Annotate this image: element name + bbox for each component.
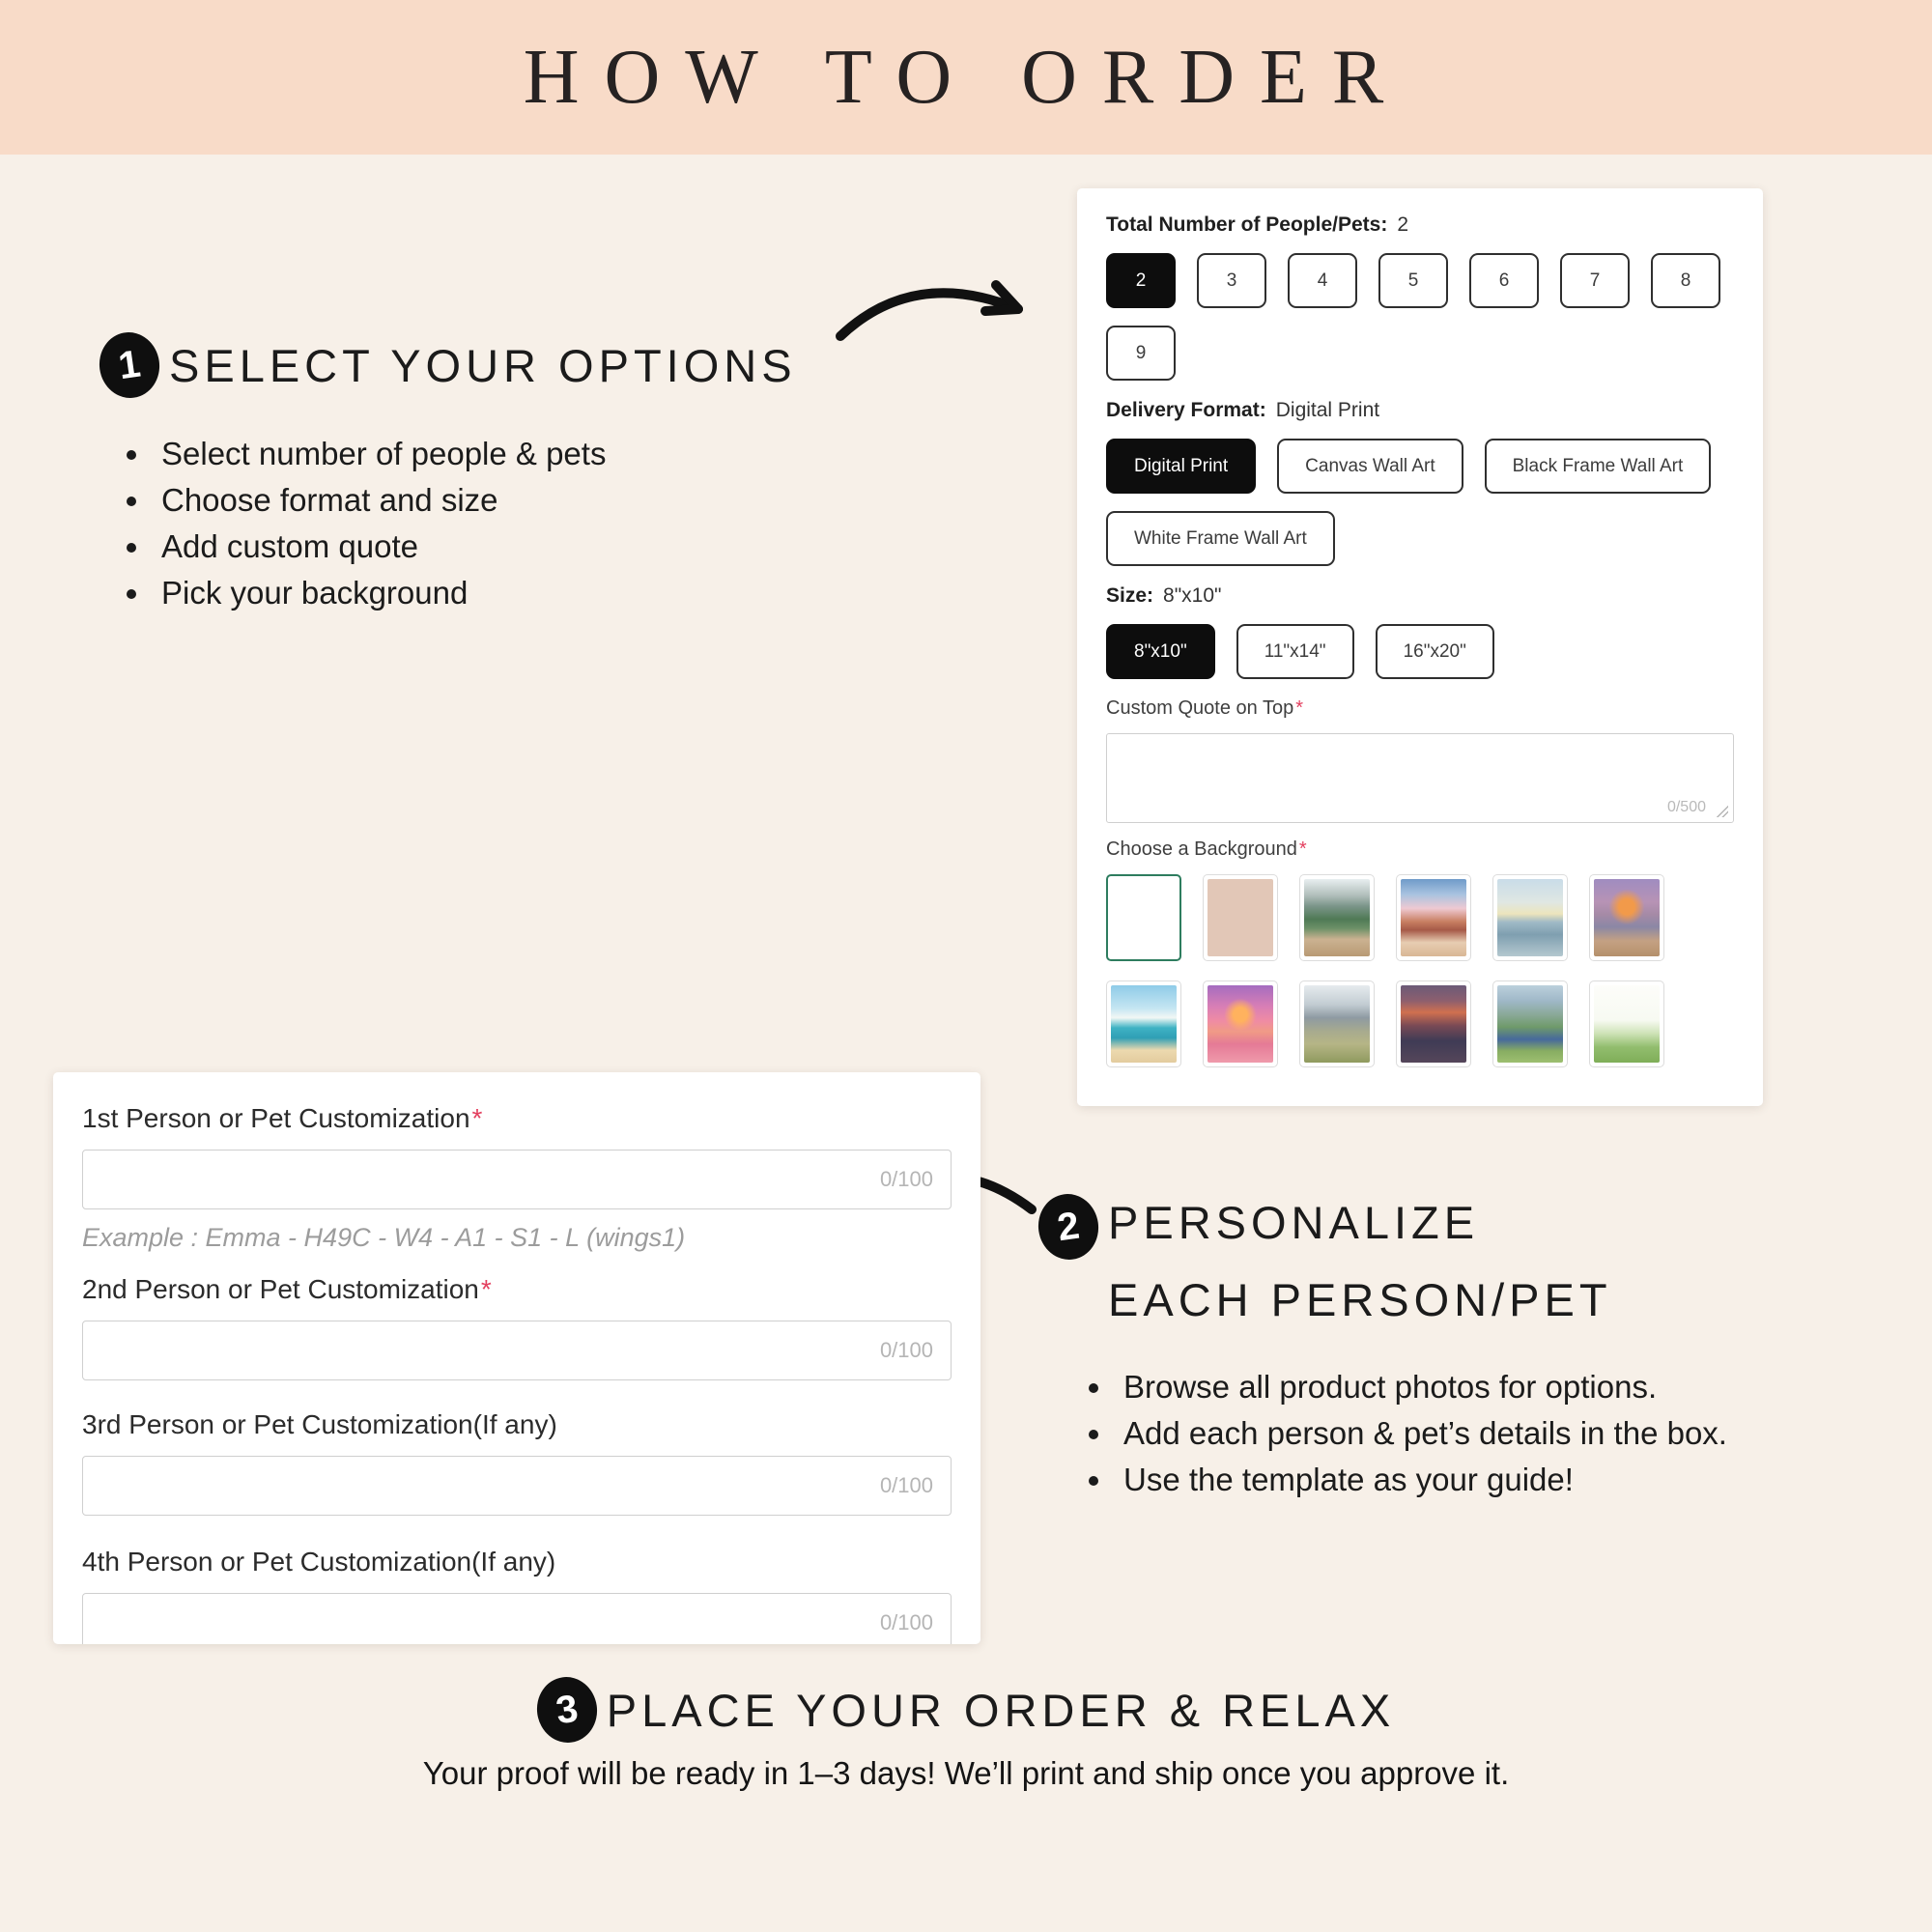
dark-sunset-mountains-thumbnail: [1401, 985, 1466, 1063]
step2-title-line2: EACH PERSON/PET: [1108, 1274, 1612, 1325]
people-count-value: 2: [1397, 213, 1409, 236]
person-2-input[interactable]: [82, 1321, 952, 1380]
step2-title: [1108, 1184, 1612, 1339]
page-title: HOW TO ORDER: [523, 34, 1409, 120]
delivery-format-value: Digital Print: [1275, 399, 1380, 421]
size-option-8x10[interactable]: 8"x10": [1106, 624, 1215, 679]
custom-quote-textarea[interactable]: [1106, 733, 1734, 823]
people-count-option-3[interactable]: 3: [1197, 253, 1266, 308]
people-count-option-9[interactable]: 9: [1106, 326, 1176, 381]
background-option-autumn-mountain-sky[interactable]: [1396, 874, 1471, 961]
blank-white-thumbnail: [1112, 880, 1176, 955]
step3-title: PLACE YOUR ORDER & RELAX: [606, 1684, 1396, 1736]
camping-tent-lake-thumbnail: [1497, 985, 1563, 1063]
person-4-input[interactable]: [82, 1593, 952, 1644]
background-option-garden-trees[interactable]: [1589, 980, 1664, 1067]
person-4-char-counter: 0/100: [879, 1610, 933, 1634]
step1-bullet: Select number of people & pets: [127, 431, 797, 477]
step2-number: 2: [1054, 1204, 1083, 1249]
autumn-mountain-sky-thumbnail: [1401, 879, 1466, 956]
background-option-forest-path[interactable]: [1299, 874, 1375, 961]
personalization-panel: [53, 1072, 980, 1644]
step2-bullet-list: [1038, 1364, 1727, 1503]
header-band: [0, 0, 1932, 155]
step3-section: [0, 1677, 1932, 1793]
pink-sunset-sea-thumbnail: [1208, 985, 1273, 1063]
step3-subtitle: Your proof will be ready in 1–3 days! We’ll print and ship once you approve it.: [422, 1755, 1510, 1791]
arrow-step1-to-options-panel: [829, 263, 1051, 359]
step2-section: [1038, 1184, 1727, 1503]
background-option-blank-white[interactable]: [1106, 874, 1181, 961]
required-asterisk: *: [1298, 838, 1307, 860]
custom-quote-label: Custom Quote on Top *: [1106, 697, 1303, 719]
size-label-row: [1106, 584, 1734, 608]
step3-number: 3: [553, 1687, 581, 1732]
background-option-mountain-lake[interactable]: [1299, 980, 1375, 1067]
background-option-dark-sunset-mountains[interactable]: [1396, 980, 1471, 1067]
delivery-format-label-row: [1106, 399, 1734, 422]
beach-thumbnail: [1111, 985, 1177, 1063]
person-4-label: 4th Person or Pet Customization(If any): [82, 1547, 556, 1577]
format-option-white-frame-wall-art[interactable]: White Frame Wall Art: [1106, 511, 1335, 566]
choose-background-label: Choose a Background *: [1106, 838, 1307, 860]
person-2-label: 2nd Person or Pet Customization*: [82, 1274, 492, 1304]
people-count-label: Total Number of People/Pets:: [1106, 213, 1388, 236]
step1-number-badge: [96, 328, 164, 402]
background-option-solid-blush[interactable]: [1203, 874, 1278, 961]
step1-bullet: Add custom quote: [127, 524, 797, 570]
required-asterisk: *: [1295, 697, 1303, 719]
background-option-purple-sunset-dock[interactable]: [1589, 874, 1664, 961]
person-3-label: 3rd Person or Pet Customization(If any): [82, 1409, 557, 1439]
garden-trees-thumbnail: [1594, 985, 1660, 1063]
background-option-camping-tent-lake[interactable]: [1492, 980, 1568, 1067]
person-1-input[interactable]: [82, 1150, 952, 1209]
product-options-panel: [1077, 188, 1763, 1106]
quote-char-counter: 0/500: [1666, 799, 1706, 815]
step1-title: SELECT YOUR OPTIONS: [169, 339, 797, 391]
people-count-option-5[interactable]: 5: [1378, 253, 1448, 308]
format-option-black-frame-wall-art[interactable]: Black Frame Wall Art: [1485, 439, 1712, 494]
size-option-11x14[interactable]: 11"x14": [1236, 624, 1354, 679]
people-count-label-row: [1106, 213, 1734, 237]
customization-example-text: Example : Emma - H49C - W4 - A1 - S1 - L (wings1): [82, 1223, 686, 1252]
step1-number: 1: [115, 342, 144, 387]
step1-bullet-list: [99, 431, 797, 616]
delivery-format-options: [1106, 439, 1734, 566]
person-3-char-counter: 0/100: [879, 1473, 933, 1497]
solid-blush-thumbnail: [1208, 879, 1273, 956]
step1-bullet: Pick your background: [127, 570, 797, 616]
step2-bullet: Add each person & pet’s details in the box.: [1089, 1410, 1727, 1457]
forest-path-thumbnail: [1304, 879, 1370, 956]
people-count-option-7[interactable]: 7: [1560, 253, 1630, 308]
delivery-format-label: Delivery Format:: [1106, 399, 1266, 421]
size-label: Size:: [1106, 584, 1154, 607]
purple-sunset-dock-thumbnail: [1594, 879, 1660, 956]
background-option-beach[interactable]: [1106, 980, 1181, 1067]
people-count-option-2[interactable]: 2: [1106, 253, 1176, 308]
person-1-label: 1st Person or Pet Customization*: [82, 1103, 483, 1133]
step2-bullet: Use the template as your guide!: [1089, 1457, 1727, 1503]
step2-number-badge: [1035, 1190, 1103, 1264]
person-3-input[interactable]: [82, 1456, 952, 1516]
size-options: [1106, 624, 1734, 679]
people-count-option-8[interactable]: 8: [1651, 253, 1720, 308]
people-count-option-6[interactable]: 6: [1469, 253, 1539, 308]
step2-bullet: Browse all product photos for options.: [1089, 1364, 1727, 1410]
lake-dock-thumbnail: [1497, 879, 1563, 956]
resize-handle-icon[interactable]: [1716, 805, 1728, 817]
person-1-char-counter: 0/100: [879, 1167, 933, 1191]
size-value: 8"x10": [1163, 584, 1222, 607]
required-asterisk: *: [480, 1274, 492, 1304]
background-option-lake-dock[interactable]: [1492, 874, 1568, 961]
background-option-pink-sunset-sea[interactable]: [1203, 980, 1278, 1067]
step2-title-line1: PERSONALIZE: [1108, 1197, 1480, 1248]
step3-number-badge: [532, 1673, 601, 1747]
mountain-lake-thumbnail: [1304, 985, 1370, 1063]
person-2-char-counter: 0/100: [879, 1338, 933, 1362]
format-option-canvas-wall-art[interactable]: Canvas Wall Art: [1277, 439, 1463, 494]
format-option-digital-print[interactable]: Digital Print: [1106, 439, 1256, 494]
people-count-options: [1106, 253, 1734, 381]
background-options-grid: [1106, 874, 1734, 1067]
size-option-16x20[interactable]: 16"x20": [1376, 624, 1494, 679]
required-asterisk: *: [471, 1103, 483, 1133]
step1-bullet: Choose format and size: [127, 477, 797, 524]
step1-section: [99, 332, 797, 616]
people-count-option-4[interactable]: 4: [1288, 253, 1357, 308]
